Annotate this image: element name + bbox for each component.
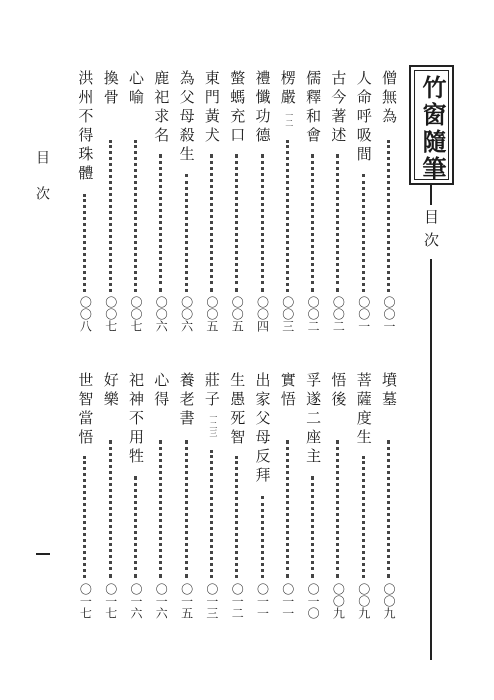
toc-entry-title: 悟後: [329, 372, 348, 410]
toc-entry-title: 出家父母反拜: [253, 372, 272, 486]
toc-entry-title: 孚遂二座主: [304, 372, 323, 467]
toc-leader-dots: [387, 140, 392, 292]
toc-entry-title: 心喻: [127, 70, 145, 108]
toc-entry-page: 〇〇七: [103, 296, 118, 332]
toc-entry-page: 〇一二: [230, 583, 245, 619]
toc-leader-dots: [261, 154, 266, 292]
toc-leader-dots: [210, 450, 215, 578]
toc-entry-page: 〇〇八: [78, 296, 93, 332]
toc-entry-title: 換骨: [101, 70, 120, 108]
toc-entry-title: 人命呼吸間: [354, 70, 373, 165]
toc-entry-page: 〇〇五: [230, 296, 245, 332]
toc-leader-dots: [185, 440, 190, 578]
toc-entry-page: 〇〇六: [179, 296, 194, 332]
toc-leader-dots: [286, 440, 291, 578]
toc-leader-dots: [109, 140, 114, 292]
toc-leader-dots: [286, 140, 291, 292]
toc-entry-page: 〇一五: [179, 583, 194, 619]
toc-leader-dots: [159, 154, 164, 292]
toc-entry-page: 〇〇二: [306, 296, 321, 332]
toc-leader-dots: [235, 154, 240, 292]
toc-entry-page: 〇一三: [204, 583, 219, 619]
toc-leader-dots: [235, 456, 240, 578]
toc-leader-dots: [311, 154, 316, 292]
toc-entry-page: 〇〇一: [382, 296, 396, 332]
toc-entry-page: 〇〇二: [331, 296, 346, 332]
toc-entry-page: 〇一七: [78, 583, 93, 619]
toc-entry-title: 菩薩度生: [354, 372, 373, 448]
toc-leader-dots: [159, 440, 164, 578]
toc-entry-title: 墳墓: [380, 372, 398, 410]
title-box: [409, 65, 454, 185]
toc-leader-dots: [362, 456, 367, 578]
toc-entry-page: 〇〇一: [356, 296, 371, 332]
toc-entry-page: 〇〇七: [129, 296, 143, 332]
toc-entry-title: 僧無為: [380, 70, 398, 127]
toc-entry-page: 〇一一: [280, 583, 295, 619]
toc-leader-dots: [261, 496, 266, 578]
toc-leader-dots: [387, 440, 392, 578]
toc-entry-title: 古今著述: [329, 70, 348, 146]
toc-entry-page: 〇〇九: [382, 583, 396, 619]
toc-leader-dots: [134, 476, 139, 578]
toc-entry-page: 〇一六: [129, 583, 143, 619]
toc-entry-page: 〇〇九: [331, 583, 346, 619]
toc-leader-dots: [210, 154, 215, 292]
toc-leader-dots: [336, 440, 341, 578]
toc-entry-title: 好樂: [101, 372, 120, 410]
toc-entry-page: 〇一一: [255, 583, 270, 619]
toc-entry-subnote: 一二三: [208, 413, 218, 437]
toc-entry-title: 洪州不得珠體: [76, 70, 95, 184]
toc-leader-dots: [109, 440, 114, 578]
page-number: [36, 553, 50, 555]
toc-entry-title: 祀神不用牲: [127, 372, 145, 467]
toc-entry-page: 〇〇六: [154, 296, 169, 332]
toc-entry-title: 儒釋和會: [304, 70, 323, 146]
toc-leader-dots: [362, 174, 367, 292]
toc-entry-title: 實悟: [278, 372, 297, 410]
toc-entry-title: 禮懺功德: [253, 70, 272, 146]
toc-leader-dots: [311, 476, 316, 578]
toc-entry-title: 為父母殺生: [177, 70, 196, 165]
toc-entry-page: 〇〇五: [204, 296, 219, 332]
toc-entry-page: 〇〇三: [280, 296, 295, 332]
book-title: 竹窗隨筆: [418, 75, 447, 183]
toc-entry-page: 〇一七: [103, 583, 118, 619]
toc-entry-title: 東門黃犬: [202, 70, 221, 146]
toc-entry-title: 心得: [152, 372, 171, 410]
toc-leader-dots: [83, 194, 88, 292]
toc-leader-dots: [83, 456, 88, 578]
toc-entry-title: 世智當悟: [76, 372, 95, 448]
toc-entry-title: 鹿祀求名: [152, 70, 171, 146]
toc-leader-dots: [185, 174, 190, 292]
toc-entry-title: 楞嚴: [278, 70, 297, 108]
toc-entry-title: 莊子: [202, 372, 221, 410]
toc-entry-title: 螫螞充口: [228, 70, 247, 146]
toc-entry-page: 〇〇九: [356, 583, 371, 619]
margin-running-header: 目次: [34, 150, 50, 222]
section-label: 目次: [421, 205, 441, 259]
toc-entry-title: 養老書: [177, 372, 196, 429]
toc-leader-dots: [134, 140, 139, 292]
toc-entry-subnote: 一二: [284, 111, 294, 127]
toc-entry-title: 生愚死智: [228, 372, 247, 448]
toc-entry-page: 〇一六: [154, 583, 169, 619]
toc-entry-page: 〇〇四: [255, 296, 270, 332]
toc-leader-dots: [336, 154, 341, 292]
toc-entry-page: 〇一〇: [306, 583, 321, 619]
